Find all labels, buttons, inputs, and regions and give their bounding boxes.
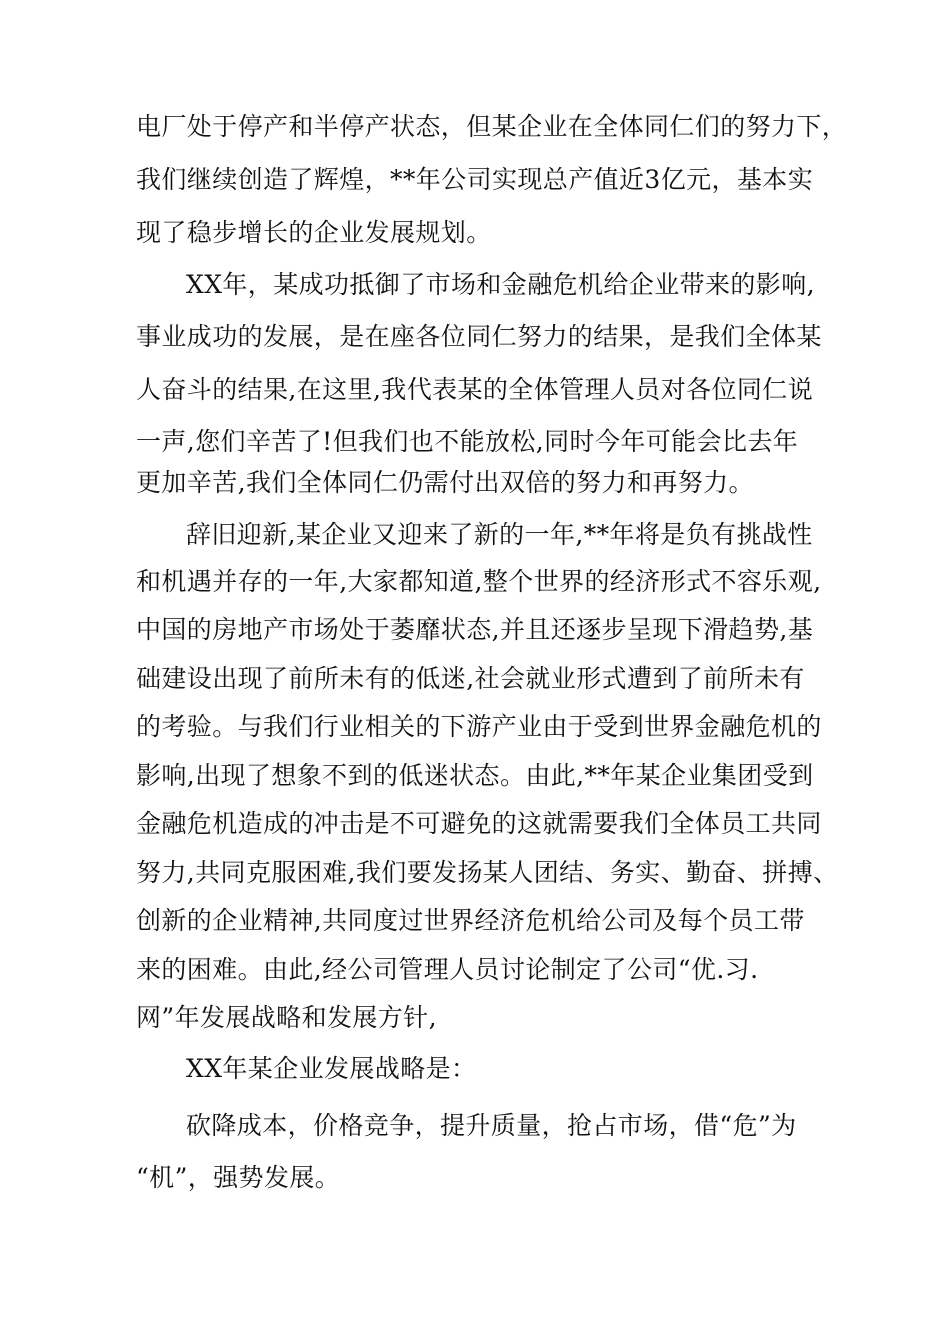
paragraph-start-line: XX年，某成功抵御了市场和金融危机给企业带来的影响,: [186, 270, 815, 299]
paragraph-start-line: XX年某企业发展战略是：: [186, 1054, 477, 1083]
paragraph-start-line: 砍降成本，价格竞争，提升质量，抢占市场，借“危”为: [186, 1111, 797, 1140]
paragraph-start-line: 辞旧迎新,某企业又迎来了新的一年,**年将是负有挑战性: [186, 520, 813, 549]
text-line: 和机遇并存的一年,大家都知道,整个世界的经济形式不容乐观,: [136, 567, 822, 596]
text-line: 影响,出现了想象不到的低迷状态。由此,**年某企业集团受到: [136, 761, 814, 790]
text-line: 的考验。与我们行业相关的下游产业由于受到世界金融危机的: [136, 712, 822, 741]
text-line: 努力,共同克服困难,我们要发扬某人团结、务实、勤奋、拼搏、: [136, 858, 839, 887]
text-line: 人奋斗的结果,在这里,我代表某的全体管理人员对各位同仁说: [136, 375, 814, 404]
text-line: 电厂处于停产和半停产状态，但某企业在全体同仁们的努力下，: [136, 112, 848, 141]
text-line: 我们继续创造了辉煌，**年公司实现总产值近3亿元，基本实: [136, 165, 814, 194]
text-line: 础建设出现了前所未有的低迷,社会就业形式遭到了前所未有: [136, 664, 805, 693]
text-line: “机”，强势发展。: [136, 1163, 341, 1192]
text-line: 事业成功的发展，是在座各位同仁努力的结果，是我们全体某: [136, 322, 822, 351]
text-line: 网”年发展战略和发展方针,: [136, 1003, 437, 1032]
text-line: 来的困难。由此,经公司管理人员讨论制定了公司“优.习.: [136, 955, 759, 984]
text-line: 一声,您们辛苦了!但我们也不能放松,同时今年可能会比去年: [136, 427, 799, 456]
text-line: 中国的房地产市场处于萎靡状态,并且还逐步呈现下滑趋势,基: [136, 615, 814, 644]
text-line: 创新的企业精神,共同度过世界经济危机给公司及每个员工带: [136, 906, 805, 935]
text-line: 现了稳步增长的企业发展规划。: [136, 218, 492, 247]
text-line: 更加辛苦,我们全体同仁仍需付出双倍的努力和再努力。: [136, 468, 754, 497]
text-line: 金融危机造成的冲击是不可避免的这就需要我们全体员工共同: [136, 809, 822, 838]
